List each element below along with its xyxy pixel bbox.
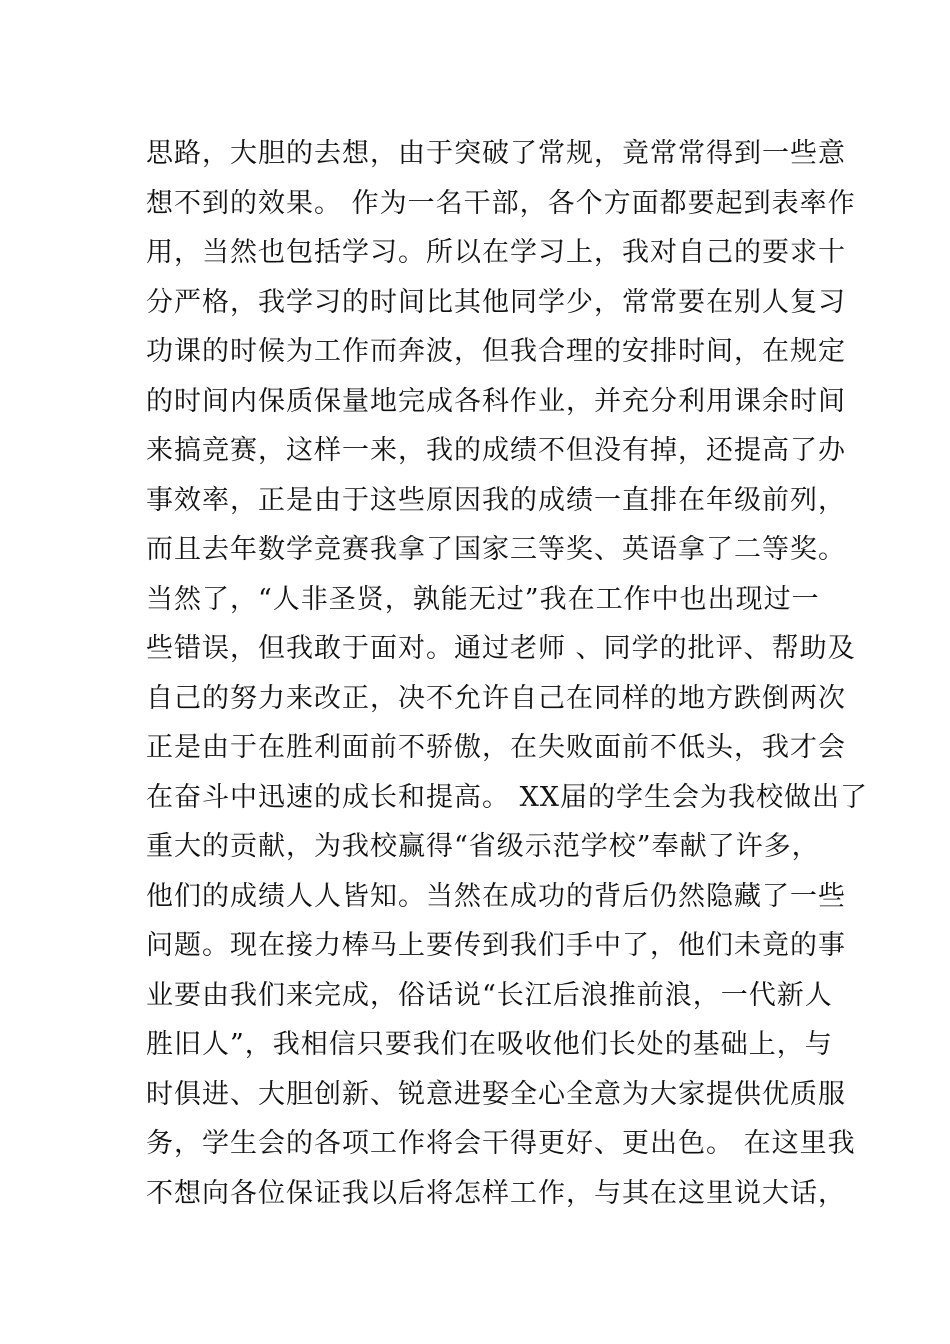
text-line: 功课的时候为工作而奔波，但我合理的安排时间，在规定 (146, 336, 846, 367)
text-line: 些错误，但我敢于面对。通过老师 、同学的批评、帮助及 (146, 633, 856, 664)
text-line: 事效率，正是由于这些原因我的成绩一直排在年级前列， (146, 484, 846, 516)
text-line: 思路，大胆的去想，由于突破了常规，竟常常得到一些意 (146, 138, 846, 169)
text-line: 胜旧人”，我相信只要我们在吸收他们长处的基础上，与 (146, 1029, 833, 1060)
text-line: 用，当然也包括学习。所以在学习上，我对自己的要求十 (146, 237, 846, 268)
text-line: 正是由于在胜利面前不骄傲，在失败面前不低头，我才会 (146, 732, 846, 763)
text-line: 而且去年数学竞赛我拿了国家三等奖、英语拿了二等奖。 (146, 534, 846, 565)
text-line: 业要由我们来完成，俗话说“长江后浪推前浪，一代新人 (146, 979, 833, 1011)
text-line: 他们的成绩人人皆知。当然在成功的背后仍然隐藏了一些 (146, 880, 846, 912)
text-line: 当然了，“人非圣贤，孰能无过”我在工作中也出现过一 (146, 583, 820, 615)
text-line: 来搞竞赛，这样一来，我的成绩不但没有掉，还提高了办 (146, 435, 846, 466)
text-line: 想不到的效果。 作为一名干部，各个方面都要起到表率作 (146, 187, 856, 219)
text-line: 自己的努力来改正，决不允许自己在同样的地方跌倒两次 (146, 682, 846, 714)
text-line: 时俱进、大胆创新、锐意进娶全心全意为大家提供优质服 (146, 1078, 846, 1110)
text-line: 问题。现在接力棒马上要传到我们手中了，他们未竟的事 (146, 930, 846, 961)
text-line: 在奋斗中迅速的成长和提高。 XX届的学生会为我校做出了 (146, 781, 869, 813)
text-line: 务，学生会的各项工作将会干得更好、更出色。 在这里我 (146, 1128, 856, 1159)
text-line: 的时间内保质保量地完成各科作业，并充分利用课余时间 (146, 385, 846, 417)
body-text (146, 129, 869, 1218)
text-line: 重大的贡献，为我校赢得“省级示范学校”奉献了许多， (146, 831, 820, 862)
text-line: 不想向各位保证我以后将怎样工作，与其在这里说大话， (146, 1177, 846, 1209)
text-line: 分严格，我学习的时间比其他同学少，常常要在别人复习 (146, 286, 846, 318)
